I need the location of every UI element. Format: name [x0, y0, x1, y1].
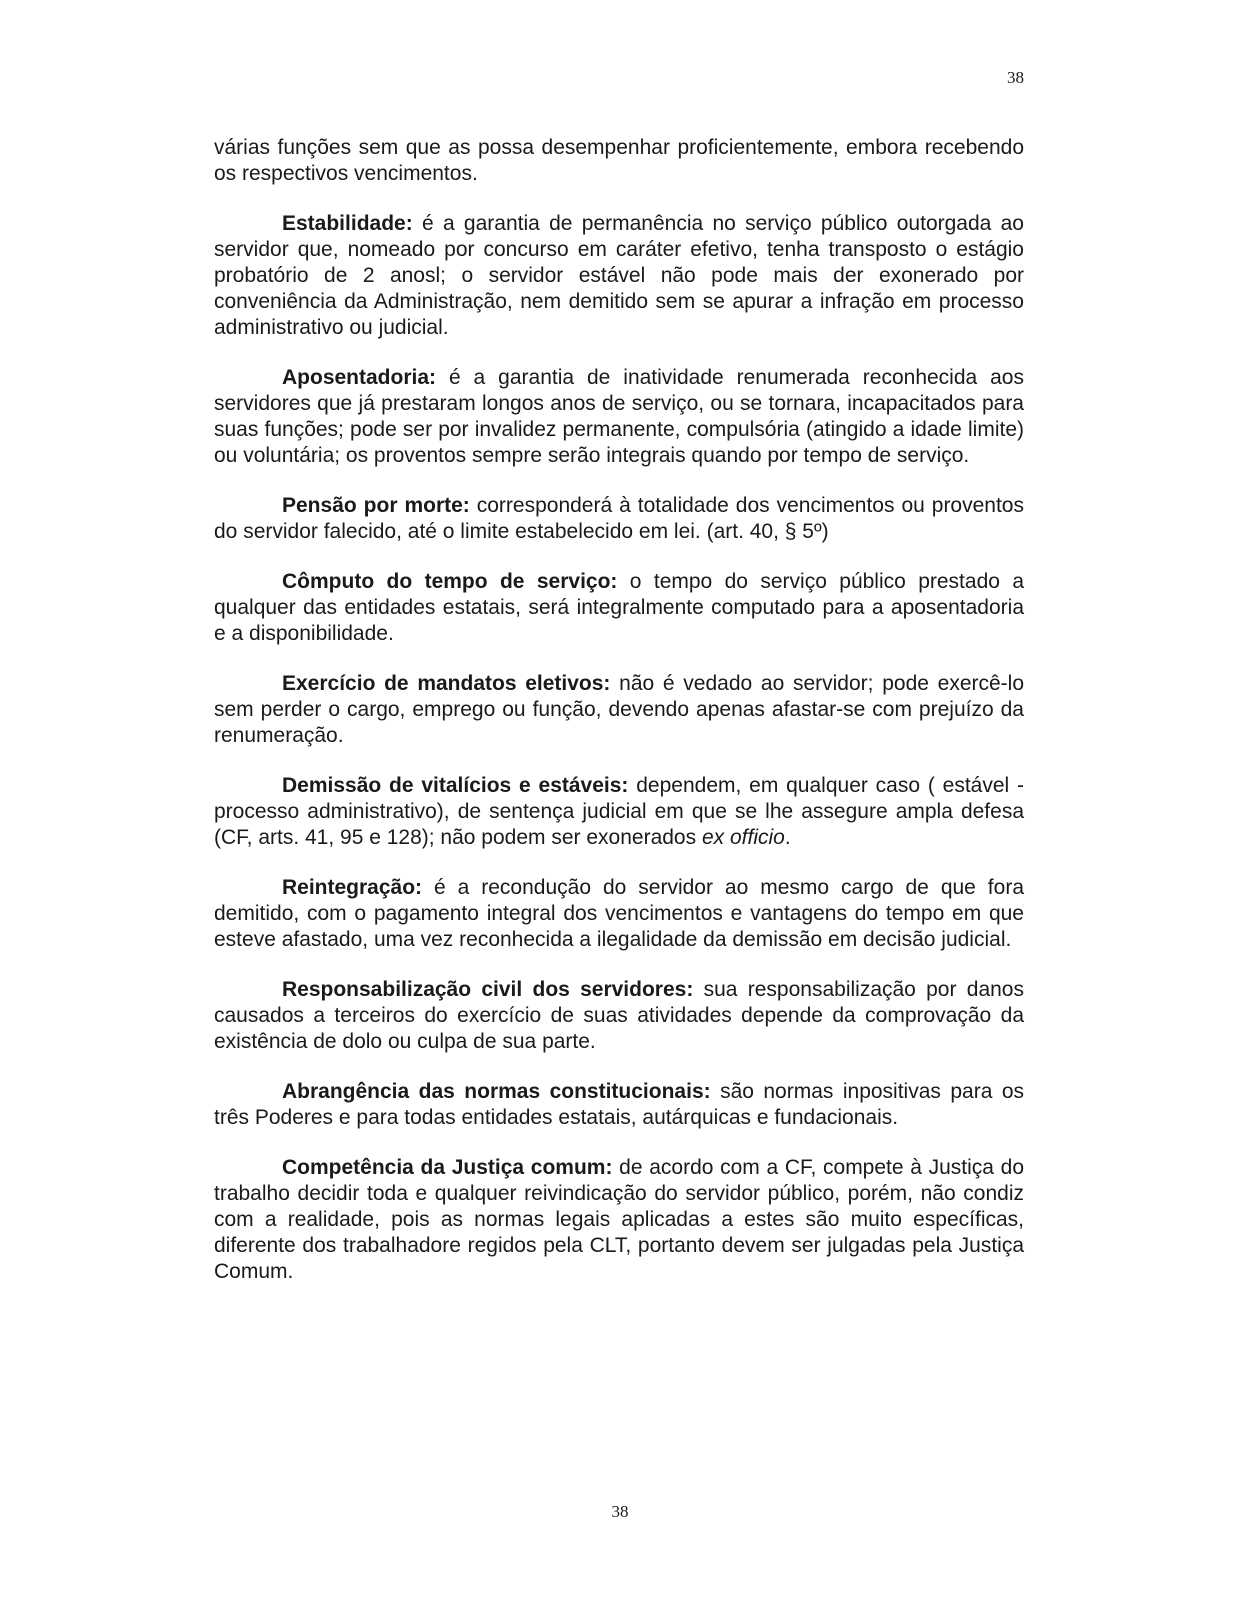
paragraph-mandatos-eletivos — [214, 671, 1024, 749]
paragraph-text: é a garantia de permanência no serviço público outorgada ao servidor que, nomeado por concurso em caráter efetivo, tenha transposto o estágio probatório de 2 anosl; o servidor estável não pode mais der exonerado por conveniência da Administração, nem demitido sem se apurar a infração em processo administrativo ou judicial. — [214, 212, 1024, 339]
paragraph-responsabilizacao — [214, 977, 1024, 1055]
document-body — [214, 135, 1024, 1309]
term-heading: Reintegração: — [282, 876, 423, 899]
paragraph-text: de acordo com a CF, compete à Justiça do trabalho decidir toda e qualquer reivindicação do servidor público, porém, não condiz com a realidade, pois as normas legais aplicadas a estes são muito específicas, diferente dos trabalhadore regidos pela CLT, portanto devem ser julgadas pela Justiça Comum. — [214, 1156, 1025, 1283]
paragraph-text: o tempo do serviço público prestado a qualquer das entidades estatais, será integralmente computado para a aposentadoria e a disponibilidade. — [214, 570, 1024, 645]
paragraph-pensao-por-morte — [214, 493, 1024, 545]
term-heading: Cômputo do tempo de serviço: — [282, 570, 618, 593]
term-heading: Pensão por morte: — [282, 494, 470, 517]
italic-phrase: ex officio — [701, 826, 785, 849]
paragraph-competencia — [214, 1155, 1024, 1285]
term-heading: Demissão de vitalícios e estáveis: — [282, 774, 629, 797]
paragraph-text: dependem, em qualquer caso ( estável - processo administrativo), de sentença judicial em que se lhe assegure ampla defesa (CF, arts. 41, 95 e 128); não podem ser exonerados — [214, 774, 1025, 849]
term-heading: Competência da Justiça comum: — [282, 1156, 613, 1179]
paragraph-text: são normas inpositivas para os três Poderes e para todas entidades estatais, autárquicas e fundacionais. — [214, 1080, 1025, 1129]
paragraph-text: é a recondução do servidor ao mesmo cargo de que fora demitido, com o pagamento integral dos vencimentos e vantagens do tempo em que esteve afastado, uma vez reconhecida a ilegalidade da demissão em decisão judicial. — [214, 876, 1024, 951]
paragraph-text: corresponderá à totalidade dos vencimentos ou proventos do servidor falecido, até o limite estabelecido em lei. (art. 40, § 5º) — [214, 494, 1024, 543]
page-number-bottom: 38 — [611, 1502, 629, 1521]
term-heading: Responsabilização civil dos servidores: — [282, 978, 694, 1001]
paragraph-text: várias funções sem que as possa desempenhar proficientemente, embora recebendo os respectivos vencimentos. — [214, 136, 1024, 185]
term-heading: Exercício de mandatos eletivos: — [282, 672, 611, 695]
paragraph-text: sua responsabilização por danos causados a terceiros do exercício de suas atividades depende da comprovação da existência de dolo ou culpa de sua parte. — [214, 978, 1024, 1053]
term-heading: Aposentadoria: — [282, 366, 437, 389]
paragraph-computo-tempo-servico — [214, 569, 1024, 647]
paragraph-continuation — [214, 135, 1024, 187]
paragraph-text-end: . — [784, 826, 791, 849]
paragraph-text: é a garantia de inatividade renumerada reconhecida aos servidores que já prestaram longos anos de serviço, ou se tornara, incapacitados para suas funções; pode ser por invalidez permanente, compulsória (atingido a idade limite) ou voluntária; os proventos sempre serão integrais quando por tempo de serviço. — [214, 366, 1024, 467]
page-number-top: 38 — [1007, 68, 1024, 87]
paragraph-aposentadoria — [214, 365, 1024, 469]
paragraph-demissao — [214, 773, 1024, 851]
term-heading: Estabilidade: — [282, 212, 413, 235]
paragraph-reintegracao — [214, 875, 1024, 953]
term-heading: Abrangência das normas constitucionais: — [282, 1080, 711, 1103]
paragraph-estabilidade — [214, 211, 1024, 341]
paragraph-abrangencia — [214, 1079, 1024, 1131]
paragraph-text: não é vedado ao servidor; pode exercê-lo sem perder o cargo, emprego ou função, devendo apenas afastar-se com prejuízo da renumeração. — [214, 672, 1025, 747]
